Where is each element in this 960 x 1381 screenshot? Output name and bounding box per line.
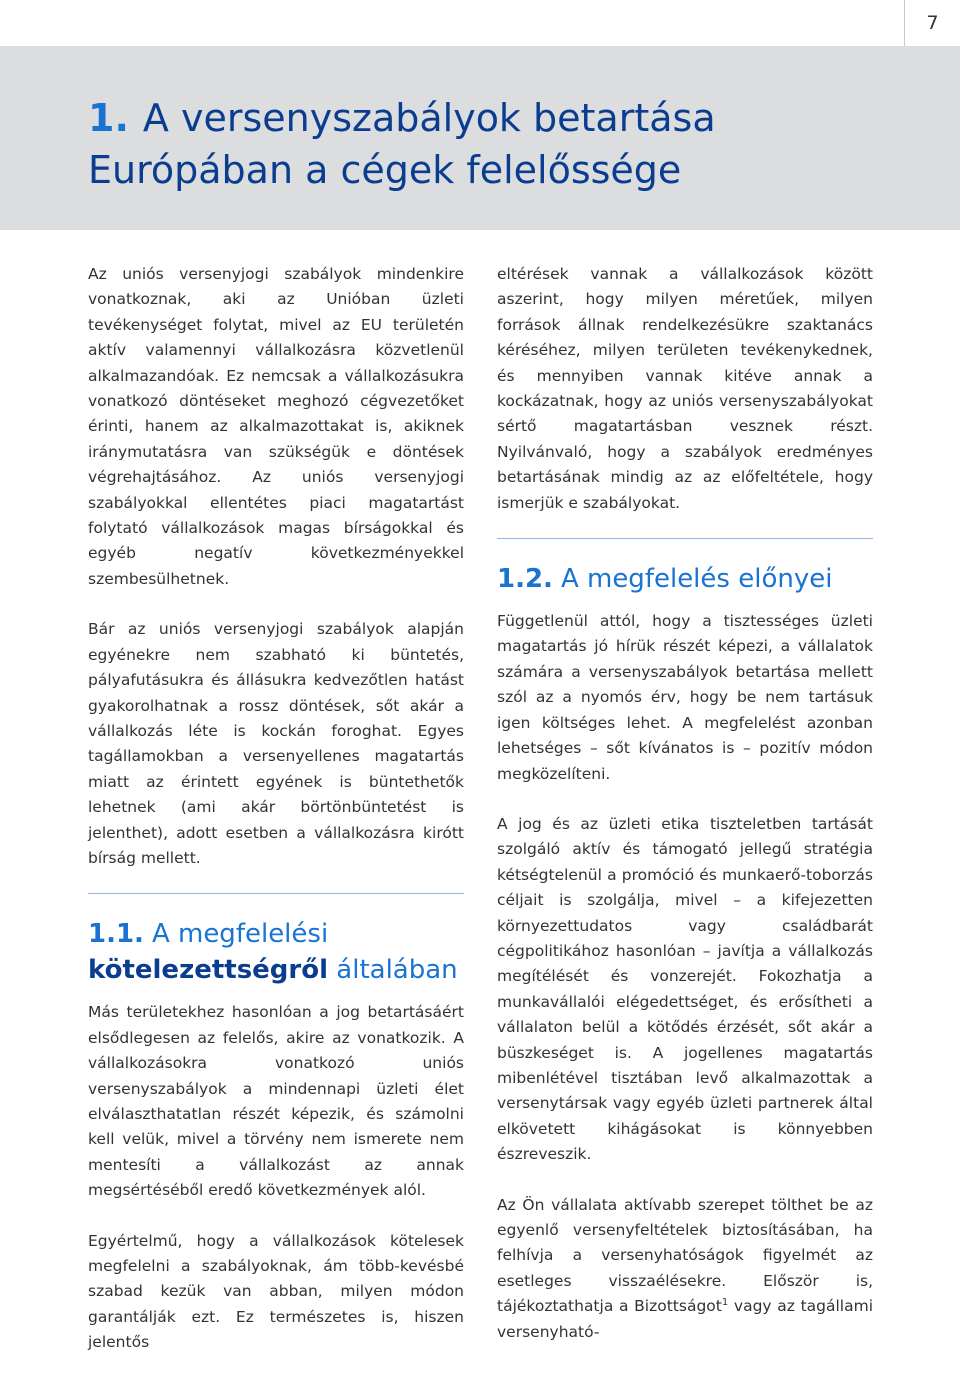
left-paragraph-2: Bár az uniós versenyjogi szabályok alapján egyénekre nem szabható ki büntetés, pályafutásukra és állásukra kedvezőtlen hatást gyakorolhatnak a rossz döntések, sőt akár a vállalkozás léte is kockán foroghat. Egyes tagállamokban a versenyellenes magatartás miatt az érintett egyének is büntethetők lehetnek (ami akár börtönbüntetést is jelenthet), adott esetben a vállalkozásra kirótt bírság mellett. [88,620,464,867]
right-paragraph-4-end: vagy az tagállami versenyható- [497,1297,874,1341]
right-paragraph-4-start: Az Ön vállalata aktívabb szerepet tölthet be az egyenlő versenyfeltételek biztosításában, ha felhívja a versenyhatóságok figyelmét az esetleges visszaélésekre. Először is, tájékoztathatja a Bizottságot [497,1195,873,1316]
section-divider [88,893,464,894]
left-paragraph-4: Egyértelmű, hogy a vállalkozások kötelesek megfelelni a szabályoknak, ám több-kevésbé szabad kezük van abban, milyen módon garantálják ezt. Ez természetes is, hiszen jelentős [88,1231,464,1352]
chapter-title-line2: Európában a cégek felelőssége [88,148,682,192]
chapter-title [88,92,716,196]
section-number: 1.1. [88,919,144,950]
page-number: 7 [904,0,960,46]
section-title-part2: előnyei [738,564,833,595]
section-number: 1.2. [497,564,553,595]
right-paragraph-2: Függetlenül attól, hogy a tisztességes üzleti magatartás jó hírük részét képezi, a vállalatok számára a versenyszabályok betartása mellett szól az a nyomós érv, hogy be nem tartásuk igen költséges lehet. A megfelelést azonban lehetséges – sőt kívánatos is – pozitív módon megközelíteni. [497,612,873,783]
section-title-part1: A megfelelési [151,919,329,950]
footnote-marker: 1 [721,1297,729,1309]
section-heading-1-1 [88,916,464,988]
section-heading-1-2 [497,561,873,597]
section-divider [497,538,873,539]
right-paragraph-3: A jog és az üzleti etika tiszteletben tartását szolgáló aktív és támogató jellegű stratégia kétségtelenül a promóció és munkaerő-toborzás céljait is szolgálja, mivel – a kifejezetten környezettudatos vagy családbarát cégpolitikához hasonlóan – javítja a vállalkozás megítélését és vonzerejét. Fokozhatja a munkavállalói elégedettséget, és erősítheti a vállalaton belül a kötődés érzését, sőt akár a büszkeséget is. A jogellenes magatartás mibenlétével tisztában levő alkalmazottak a versenytársak vagy egyéb üzleti partnerek által elkövetett kihágásokat is könnyebben észreveszik. [497,814,873,1164]
left-column [88,262,464,1381]
section-title-part2: kötelezettségről [88,955,329,986]
right-paragraph-1: eltérések vannak a vállalkozások között aszerint, hogy milyen méretűek, milyen források állnak rendelkezésükre szaktanács kéréséhez, milyen területen tevékenykednek, és mennyiben vannak kitéve annak a kockázatnak, hogy az uniós versenyszabályokat sértő magatartásban vesznek részt. Nyilvánvaló, hogy a szabályok eredményes betartásának mindig az az előfeltétele, hogy ismerjük e szabályokat. [497,265,873,512]
right-column [497,262,873,1370]
left-paragraph-3: Más területekhez hasonlóan a jog betartásáért elsődlegesen az felelős, akire az vonatkozik. A vállalkozásokra vonatkozó uniós versenyszabályok a mindennapi üzleti élet elválaszthatatlan részét képezik, és számolni kell velük, mivel a törvény nem ismerete nem mentesíti a vállalkozást az annak megsértéséből eredő következmények alól. [88,1003,464,1200]
left-paragraph-1: Az uniós versenyjogi szabályok mindenkire vonatkoznak, aki az Unióban üzleti tevékenységet folytat, mivel az EU területén aktív valamennyi vállalkozásra közvetlenül alkalmazandóak. Ez nemcsak a vállalkozásukra vonatkozó döntéseket meghozó cégvezetőket érinti, hanem az alkalmazottakat is, akiknek iránymutatásra van szükségük e döntések végrehajtásához. Az uniós versenyjogi szabályokkal ellentétes piaci magatartást folytató vállalkozások magas bírságokkal és egyéb negatív következményekkel szembesülhetnek. [88,265,464,588]
chapter-title-line1: A versenyszabályok betartása [142,96,716,140]
section-title-part3: általában [336,955,458,986]
section-title-part1: A megfelelés [560,564,730,595]
right-paragraph-4 [497,1193,873,1345]
chapter-number: 1. [88,96,129,140]
